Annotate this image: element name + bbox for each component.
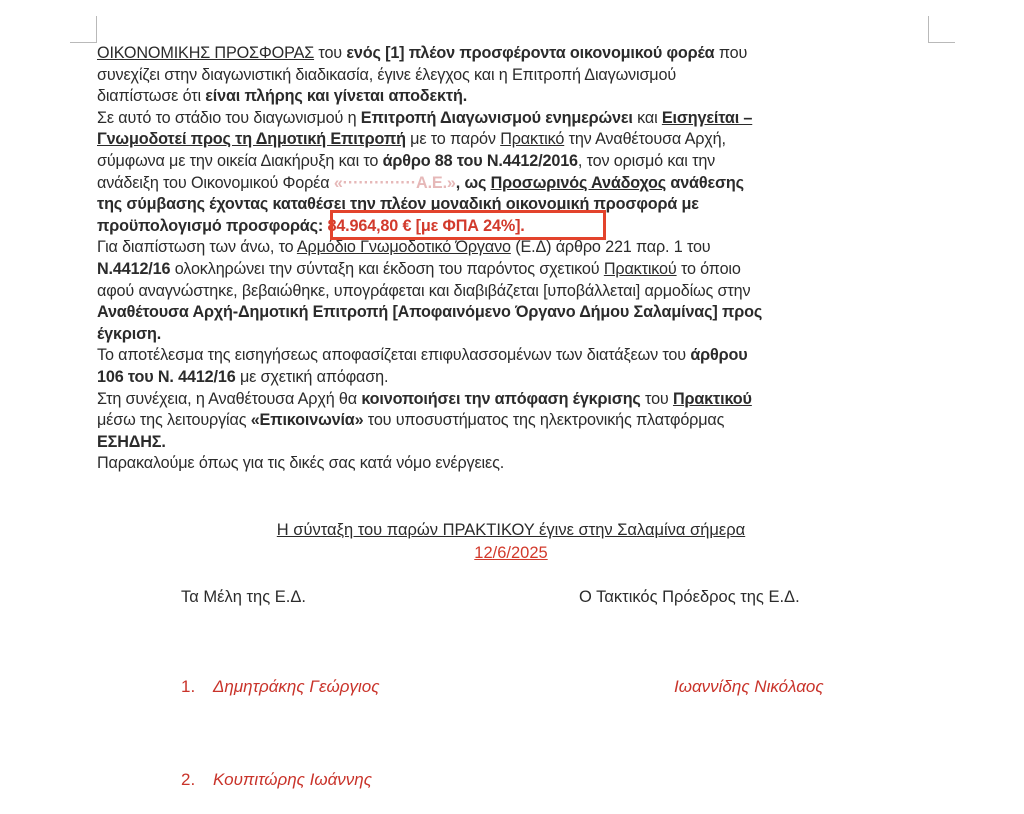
text-segment: ολοκληρώνει την σύνταξη και έκδοση του παρόντος σχετικού (170, 259, 604, 278)
text-segment: (Ε.Δ) άρθρο 221 παρ. 1 του (510, 238, 711, 257)
text-segment: αφού αναγνώστηκε, βεβαιώθηκε, υπογράφεται και διαβιβάζεται [υποβάλλεται] αρμοδίως στην (97, 281, 751, 300)
text-segment: συνεχίζει στην διαγωνιστική διαδικασία, έγινε έλεγχος και η Επιτροπή Διαγωνισμού (97, 65, 677, 84)
text-segment: είναι πλήρης και γίνεται αποδεκτή. (205, 87, 468, 106)
text-line (97, 367, 917, 389)
document-date: 12/6/2025 (474, 544, 548, 562)
member-signature (181, 677, 379, 697)
text-segment: Αναθέτουσα Αρχή-Δημοτική Επιτροπή [Αποφαινόμενο Όργανο Δήμου Σαλαμίνας] προς (97, 303, 763, 322)
text-line (97, 173, 917, 195)
text-segment: Εισηγείται – (661, 108, 753, 127)
text-segment: του υποσυστήματος της ηλεκτρονικής πλατφόρμας (363, 411, 725, 430)
text-segment: μέσω της λειτουργίας (97, 411, 251, 430)
text-line (97, 65, 917, 87)
text-line (97, 151, 917, 173)
text-segment: του (314, 44, 347, 62)
text-segment: ενός [1] πλέον προσφέροντα οικονομικού φορέα (346, 44, 715, 62)
text-segment: , ως (455, 173, 491, 192)
text-segment: με το παρόν (405, 130, 501, 149)
chair-signature: Ιωαννίδης Νικόλαος (674, 677, 824, 696)
amount-highlight-box (330, 210, 606, 240)
text-segment: Πρακτικού (603, 259, 677, 278)
document-body (97, 43, 917, 475)
text-line (97, 324, 917, 346)
text-segment: Αρμόδιο Γνωμοδοτικό Όργανο (296, 238, 511, 257)
text-segment: ΕΣΗΔΗΣ. (97, 432, 166, 451)
text-line (97, 108, 917, 130)
text-line (97, 302, 917, 324)
text-segment: διαπίστωσε ότι (97, 87, 206, 106)
text-line (97, 259, 917, 281)
text-segment: Γνωμοδοτεί προς τη Δημοτική Επιτροπή (97, 130, 406, 149)
text-segment: Προσωρινός Ανάδοχος (490, 173, 667, 192)
text-segment: προϋπολογισμό προσφοράς: (97, 216, 328, 235)
member-number: 1. (181, 677, 196, 696)
member-name: Κουπιτώρης Ιωάννης (213, 770, 372, 789)
text-line (97, 43, 917, 65)
text-segment: την Αναθέτουσα Αρχή, (564, 130, 726, 149)
page-corner-mark (928, 16, 955, 43)
text-segment: Πρακτικό (500, 130, 565, 149)
text-segment: , τον ορισμό και την (577, 151, 716, 170)
text-line (97, 410, 917, 432)
text-segment: έγκριση. (97, 324, 162, 343)
text-segment: Στη συνέχεια, η Αναθέτουσα Αρχή θα (97, 389, 362, 408)
chair-label: Ο Τακτικός Πρόεδρος της Ε.Δ. (579, 588, 800, 606)
text-line (97, 281, 917, 303)
text-line (97, 129, 917, 151)
text-line (97, 432, 917, 454)
text-segment: του (640, 389, 673, 408)
text-segment: Σε αυτό το στάδιο του διαγωνισμού η (97, 108, 361, 127)
member-number: 2. (181, 770, 196, 789)
text-segment: «Επικοινωνία» (250, 411, 364, 430)
text-segment: Επιτροπή Διαγωνισμού ενημερώνει (360, 108, 633, 127)
text-segment: της σύμβασης έχοντας καταθέσει την πλέον μοναδική οικονομική προσφορά με (97, 195, 699, 214)
text-segment: το όποιο (676, 259, 741, 278)
text-segment: 106 του Ν. 4412/16 (97, 367, 236, 386)
text-segment: που (714, 44, 748, 62)
text-line (97, 453, 917, 475)
text-segment: Παρακαλούμε όπως για τις δικές σας κατά νόμο ενέργειες. (97, 454, 505, 473)
text-line (97, 345, 917, 367)
text-line (97, 237, 917, 259)
text-segment: Ν.4412/16 (97, 259, 171, 278)
text-segment: Το αποτέλεσμα της εισηγήσεως αποφασίζεται επιφυλασσομένων των διατάξεων του (97, 346, 691, 365)
text-segment: άρθρο 88 του Ν.4412/2016 (382, 151, 578, 170)
page-corner-mark (70, 16, 97, 43)
members-label: Τα Μέλη της Ε.Δ. (181, 588, 306, 606)
member-signature (181, 770, 372, 790)
text-segment: άρθρου (690, 346, 748, 365)
text-segment: ανάδειξη του Οικονομικού Φορέα (97, 173, 334, 192)
text-segment: και (632, 108, 662, 127)
closing-statement: Η σύνταξη του παρών ΠΡΑΚΤΙΚΟΥ έγινε στην Σαλαμίνα σήμερα (276, 521, 746, 539)
member-name: Δημητράκης Γεώργιος (213, 677, 380, 696)
text-segment: ανάθεσης (666, 173, 744, 192)
text-segment: σύμφωνα με την οικεία Διακήρυξη και το (97, 151, 383, 170)
text-segment: «··············Α.Ε.» (333, 173, 456, 192)
text-segment: ΟΙΚΟΝΟΜΙΚΗΣ ΠΡΟΣΦΟΡΑΣ (97, 44, 315, 62)
text-segment: Για διαπίστωση των άνω, το (97, 238, 297, 257)
offer-amount: 84.964,80 € [με ΦΠΑ 24%]. (327, 216, 525, 235)
text-line (97, 86, 917, 108)
text-segment: κοινοποιήσει την απόφαση έγκρισης (361, 389, 641, 408)
text-line (97, 389, 917, 411)
text-segment: με σχετική απόφαση. (235, 367, 389, 386)
text-segment: Πρακτικού (672, 389, 752, 408)
